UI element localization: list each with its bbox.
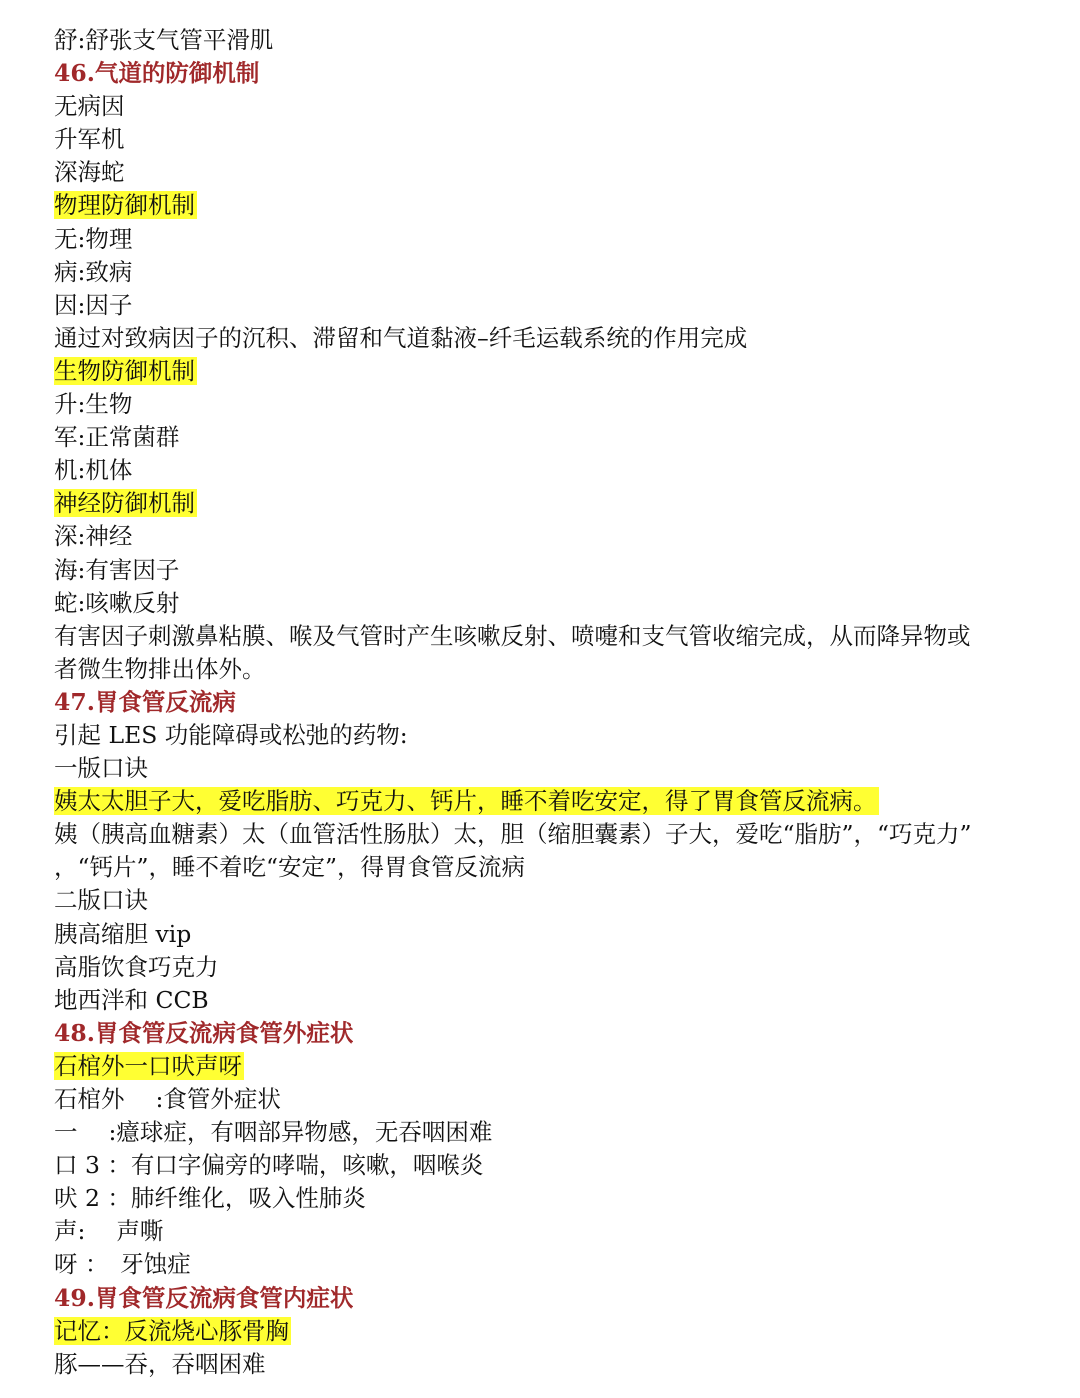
text-line: 通过对致病因子的沉积、滞留和气道黏液–纤毛运载系统的作用完成: [54, 323, 748, 352]
section-heading-46: 46.气道的防御机制: [54, 59, 260, 88]
text-line: 一 :癔球症，有咽部异物感，无吞咽困难: [54, 1118, 493, 1147]
section-heading-49: 49.胃食管反流病食管内症状: [54, 1283, 354, 1312]
highlighted-mnemonic: 姨太太胆子大，爱吃脂肪、巧克力、钙片，睡不着吃安定，得了胃食管反流病。: [54, 787, 877, 816]
text-line: 二版口诀: [54, 886, 148, 915]
text-line: 地西泮和 CCB: [54, 985, 209, 1014]
text-line: 舒:舒张支气管平滑肌: [54, 26, 274, 54]
text-line: 吠 2 ：肺纤维化，吸入性肺炎: [54, 1184, 366, 1213]
text-line: 口 3 ：有口字偏旁的哮喘，咳嗽，咽喉炎: [54, 1151, 484, 1180]
text-line: 胰高缩胆 vip: [54, 919, 192, 948]
highlighted-subheading: 神经防御机制: [54, 489, 195, 518]
text-line: 深:神经: [54, 522, 133, 551]
text-line: 升军机: [54, 125, 125, 154]
text-line: 呀 ： 牙蚀症: [54, 1250, 191, 1279]
section-heading-47: 47.胃食管反流病: [54, 687, 236, 716]
document-page: [54, 24, 1054, 1381]
highlighted-subheading: 物理防御机制: [54, 191, 195, 220]
text-line: 海:有害因子: [54, 555, 180, 584]
text-line: 一版口诀: [54, 754, 148, 783]
text-line: 军:正常菌群: [54, 423, 180, 452]
text-line: 病:致病: [54, 257, 133, 286]
text-line: 升:生物: [54, 390, 133, 419]
text-line: 无病因: [54, 92, 125, 121]
highlighted-subheading: 生物防御机制: [54, 356, 195, 385]
text-line: 者微生物排出体外。: [54, 654, 266, 683]
text-line: 深海蛇: [54, 158, 125, 187]
text-line: 因:因子: [54, 290, 133, 319]
text-line: 声: 声嘶: [54, 1217, 164, 1246]
section-heading-48: 48.胃食管反流病食管外症状: [54, 1018, 354, 1047]
text-line: 无:物理: [54, 224, 133, 253]
text-line: 高脂饮食巧克力: [54, 952, 219, 981]
text-line: 石棺外 :食管外症状: [54, 1085, 281, 1113]
text-line: 蛇:咳嗽反射: [54, 588, 180, 617]
text-line: 引起 LES 功能障碍或松弛的药物:: [54, 720, 408, 749]
text-line: 机:机体: [54, 456, 133, 485]
text-line: 豚——吞，吞咽困难: [54, 1349, 266, 1378]
highlighted-mnemonic: 石棺外一口吠声呀: [54, 1051, 242, 1080]
text-line: ，“钙片”，睡不着吃“安定”，得胃食管反流病: [54, 853, 526, 882]
text-line: 有害因子刺激鼻粘膜、喉及气管时产生咳嗽反射、喷嚏和支气管收缩完成，从而降异物或: [54, 621, 971, 650]
highlighted-mnemonic: 记忆：反流烧心豚骨胸: [54, 1316, 289, 1345]
text-line: 姨（胰高血糖素）太（血管活性肠肽）太，胆（缩胆囊素）子大，爱吃“脂肪”，“巧克力”: [54, 820, 972, 849]
